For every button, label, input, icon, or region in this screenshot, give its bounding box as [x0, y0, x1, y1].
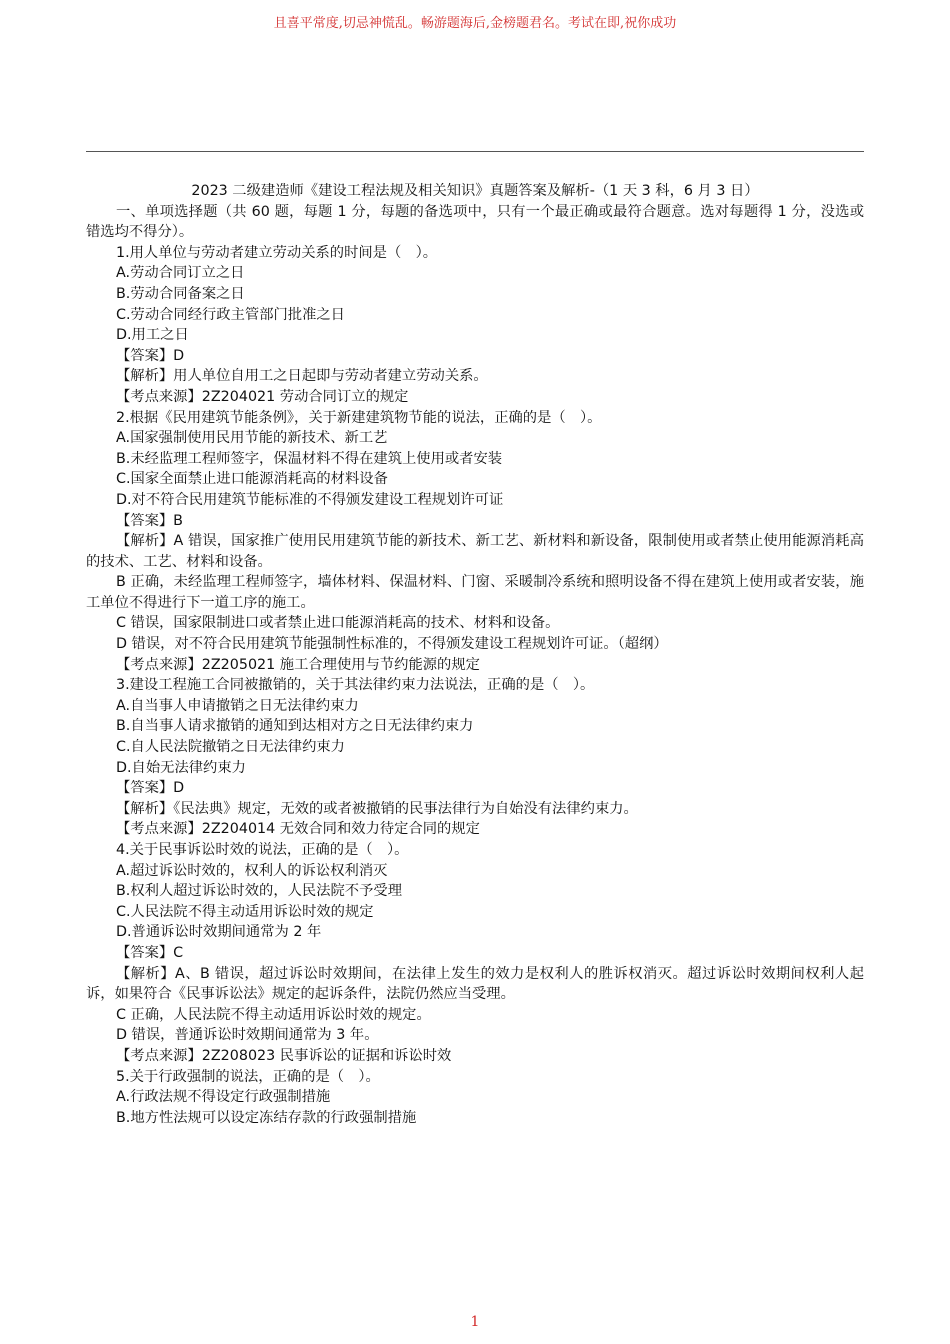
question-2-analysis-b: B 正确，未经监理工程师签字，墙体材料、保温材料、门窗、采暖制冷系统和照明设备不得在建筑上使用或者安装，施工单位不得进行下一道工序的施工。 [86, 574, 864, 611]
question-2-option-c: C.国家全面禁止进口能源消耗高的材料设备 [116, 471, 388, 488]
question-3-option-d: D.自始无法律约束力 [116, 759, 246, 776]
question-4-option-b: B.权利人超过诉讼时效的，人民法院不予受理 [116, 883, 402, 900]
question-3-option-b: B.自当事人请求撤销的通知到达相对方之日无法律约束力 [116, 718, 474, 735]
question-2-analysis-c: C 错误，国家限制进口或者禁止进口能源消耗高的技术、材料和设备。 [116, 615, 560, 632]
question-2-analysis-a: 【解析】A 错误，国家推广使用民用建筑节能的新技术、新工艺、新材料和新设备，限制使用或者禁止使用能源消耗高的技术、工艺、材料和设备。 [86, 533, 864, 570]
question-4-option-d: D.普通诉讼时效期间通常为 2 年 [116, 924, 322, 941]
question-3-answer: 【答案】D [116, 780, 185, 797]
section-intro: 一、单项选择题（共 60 题，每题 1 分，每题的备选项中，只有一个最正确或最符合题意。选对每题得 1 分，没选或错选均不得分）。 [86, 203, 864, 241]
document-title: 2023 二级建造师《建设工程法规及相关知识》真题答案及解析-（1 天 3 科，6 月 3 日） [191, 183, 759, 199]
question-2-option-a: A.国家强制使用民用节能的新技术、新工艺 [116, 430, 388, 447]
question-2-answer: 【答案】B [116, 512, 183, 529]
question-2-option-b: B.未经监理工程师签字，保温材料不得在建筑上使用或者安装 [116, 450, 503, 467]
document-body [86, 181, 864, 1128]
question-5-option-b: B.地方性法规可以设定冻结存款的行政强制措施 [116, 1109, 417, 1126]
question-3-stem: 3.建设工程施工合同被撤销的，关于其法律约束力法说法，正确的是（ ）。 [116, 677, 595, 694]
question-4-answer: 【答案】C [116, 944, 184, 961]
question-2-source: 【考点来源】2Z205021 施工合理使用与节约能源的规定 [116, 656, 480, 673]
question-1-source: 【考点来源】2Z204021 劳动合同订立的规定 [116, 388, 409, 405]
question-1-analysis: 【解析】用人单位自用工之日起即与劳动者建立劳动关系。 [116, 368, 488, 385]
question-1-stem: 1.用人单位与劳动者建立劳动关系的时间是（ ）。 [116, 244, 438, 261]
question-3-source: 【考点来源】2Z204014 无效合同和效力待定合同的规定 [116, 821, 480, 838]
question-3-analysis: 【解析】《民法典》规定，无效的或者被撤销的民事法律行为自始没有法律约束力。 [116, 800, 638, 817]
question-5-stem: 5.关于行政强制的说法，正确的是（ ）。 [116, 1068, 380, 1085]
question-4-analysis-d: D 错误，普通诉讼时效期间通常为 3 年。 [116, 1027, 379, 1044]
question-4-analysis-c: C 正确，人民法院不得主动适用诉讼时效的规定。 [116, 1006, 431, 1023]
question-4-option-c: C.人民法院不得主动适用诉讼时效的规定 [116, 903, 374, 920]
question-1-answer: 【答案】D [116, 347, 185, 364]
question-1-option-c: C.劳动合同经行政主管部门批准之日 [116, 306, 345, 323]
question-3-option-c: C.自人民法院撤销之日无法律约束力 [116, 739, 345, 756]
question-1-option-b: B.劳动合同备案之日 [116, 285, 245, 302]
question-4-option-a: A.超过诉讼时效的，权利人的诉讼权利消灭 [116, 862, 388, 879]
question-2-option-d: D.对不符合民用建筑节能标准的不得颁发建设工程规划许可证 [116, 491, 504, 508]
question-2-stem: 2.根据《民用建筑节能条例》，关于新建建筑物节能的说法，正确的是（ ）。 [116, 409, 602, 426]
question-4-source: 【考点来源】2Z208023 民事诉讼的证据和诉讼时效 [116, 1047, 452, 1064]
question-1-option-a: A.劳动合同订立之日 [116, 265, 245, 282]
header-motto: 且喜平常度,切忌神慌乱。畅游题海后,金榜题君名。考试在即,祝你成功 [273, 16, 677, 31]
question-5-option-a: A.行政法规不得设定行政强制措施 [116, 1089, 331, 1106]
question-3-option-a: A.自当事人申请撤销之日无法律约束力 [116, 697, 359, 714]
question-2-analysis-d: D 错误，对不符合民用建筑节能强制性标准的，不得颁发建设工程规划许可证。（超纲） [116, 636, 668, 653]
question-4-analysis: 【解析】A、B 错误，超过诉讼时效期间，在法律上发生的效力是权利人的胜诉权消灭。超过诉讼时效期间权利人起诉，如果符合《民事诉讼法》规定的起诉条件，法院仍然应当受理。 [86, 965, 864, 1003]
header-divider [86, 151, 864, 152]
question-1-option-d: D.用工之日 [116, 327, 189, 344]
question-4-stem: 4.关于民事诉讼时效的说法，正确的是（ ）。 [116, 842, 409, 858]
page-number: 1 [470, 1314, 480, 1330]
